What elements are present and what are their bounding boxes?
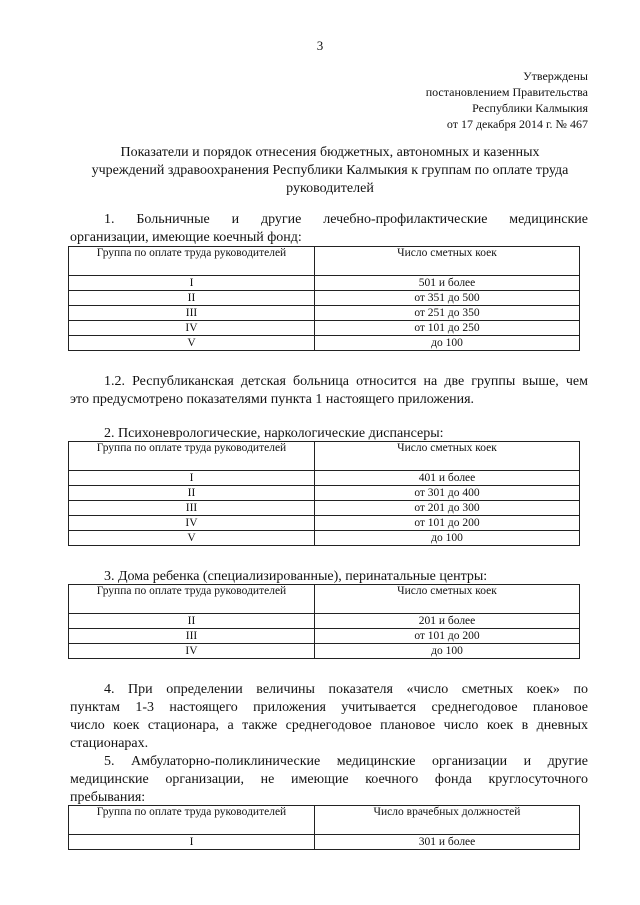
table-row [69, 486, 580, 501]
table-row [69, 336, 580, 351]
group-cell: V [69, 336, 315, 351]
column-header-positions: Число врачебных должностей [315, 806, 580, 835]
section-5-table [68, 805, 580, 850]
section-2-table [68, 441, 580, 546]
group-cell: III [69, 306, 315, 321]
section-3-line: 3. Дома ребенка (специализированные), перинатальные центры: [104, 569, 488, 584]
table-row [69, 516, 580, 531]
column-header-group: Группа по оплате труда руководителей [69, 806, 315, 835]
table-row [69, 835, 580, 850]
table-row [69, 321, 580, 336]
value-cell: до 100 [315, 644, 580, 659]
document-title [70, 144, 590, 198]
column-header-beds: Число сметных коек [315, 585, 580, 614]
table-row [69, 276, 580, 291]
approval-stamp-block [426, 68, 588, 132]
value-cell: от 201 до 300 [315, 501, 580, 516]
section-5-heading [70, 753, 588, 807]
section-5-line: медицинские организации, не имеющие коечного фонда круглосуточного [70, 772, 588, 787]
group-cell: V [69, 531, 315, 546]
section-1-2-line: это предусмотрено показателями пункта 1 настоящего приложения. [70, 392, 475, 407]
section-5-line: пребывания: [70, 790, 146, 805]
column-header-beds: Число сметных коек [315, 442, 580, 471]
group-cell: III [69, 501, 315, 516]
approval-line: постановлением Правительства [425, 85, 588, 99]
group-cell: IV [69, 321, 315, 336]
title-line: учреждений здравоохранения Республики Калмыкия к группам по оплате труда [91, 163, 569, 178]
section-3-table [68, 584, 580, 659]
approval-line: от 17 декабря 2014 г. № 467 [446, 117, 588, 131]
section-2-line: 2. Психоневрологические, наркологические диспансеры: [104, 426, 444, 441]
table-row [69, 501, 580, 516]
group-cell: II [69, 291, 315, 306]
table-row [69, 306, 580, 321]
value-cell: от 351 до 500 [315, 291, 580, 306]
value-cell: от 251 до 350 [315, 306, 580, 321]
group-cell: II [69, 614, 315, 629]
table-row [69, 531, 580, 546]
value-cell: до 100 [315, 336, 580, 351]
section-1-2-line: 1.2. Республиканская детская больница относится на две группы выше, чем [104, 374, 588, 389]
group-cell: I [69, 276, 315, 291]
group-cell: IV [69, 516, 315, 531]
table-row [69, 644, 580, 659]
value-cell: от 301 до 400 [315, 486, 580, 501]
group-cell: I [69, 835, 315, 850]
value-cell: от 101 до 200 [315, 516, 580, 531]
approval-line: Утверждены [523, 69, 588, 83]
section-1-line: 1. Больничные и другие лечебно-профилактические медицинские [104, 212, 588, 227]
section-1-line: организации, имеющие коечный фонд: [70, 230, 302, 245]
value-cell: 301 и более [315, 835, 580, 850]
section-4-line: 4. При определении величины показателя «число сметных коек» по [104, 682, 588, 697]
section-1-2-paragraph [70, 373, 588, 409]
section-4-line: стационарах. [70, 736, 149, 751]
value-cell: 401 и более [315, 471, 580, 486]
table-row [69, 291, 580, 306]
column-header-group: Группа по оплате труда руководителей [69, 442, 315, 471]
column-header-group: Группа по оплате труда руководителей [69, 585, 315, 614]
section-1-table [68, 246, 580, 351]
value-cell: 201 и более [315, 614, 580, 629]
section-4-line: число коек стационара, а также среднегодовое плановое число коек в дневных [70, 718, 588, 733]
column-header-group: Группа по оплате труда руководителей [69, 247, 315, 276]
group-cell: III [69, 629, 315, 644]
section-5-line: 5. Амбулаторно-поликлинические медицинские организации и другие [104, 754, 588, 769]
table-row [69, 471, 580, 486]
value-cell: от 101 до 250 [315, 321, 580, 336]
section-4-line: пунктам 1-3 настоящего приложения учитывается среднегодовое плановое [70, 700, 588, 715]
value-cell: 501 и более [315, 276, 580, 291]
page-number: 3 [316, 38, 324, 53]
table-row [69, 629, 580, 644]
group-cell: I [69, 471, 315, 486]
column-header-beds: Число сметных коек [315, 247, 580, 276]
section-1-heading [70, 211, 588, 247]
title-line: Показатели и порядок отнесения бюджетных, автономных и казенных [120, 145, 540, 160]
table-row [69, 614, 580, 629]
title-line: руководителей [286, 181, 374, 196]
value-cell: от 101 до 200 [315, 629, 580, 644]
approval-line: Республики Калмыкия [472, 101, 588, 115]
value-cell: до 100 [315, 531, 580, 546]
group-cell: II [69, 486, 315, 501]
group-cell: IV [69, 644, 315, 659]
section-4-paragraph [70, 681, 588, 753]
